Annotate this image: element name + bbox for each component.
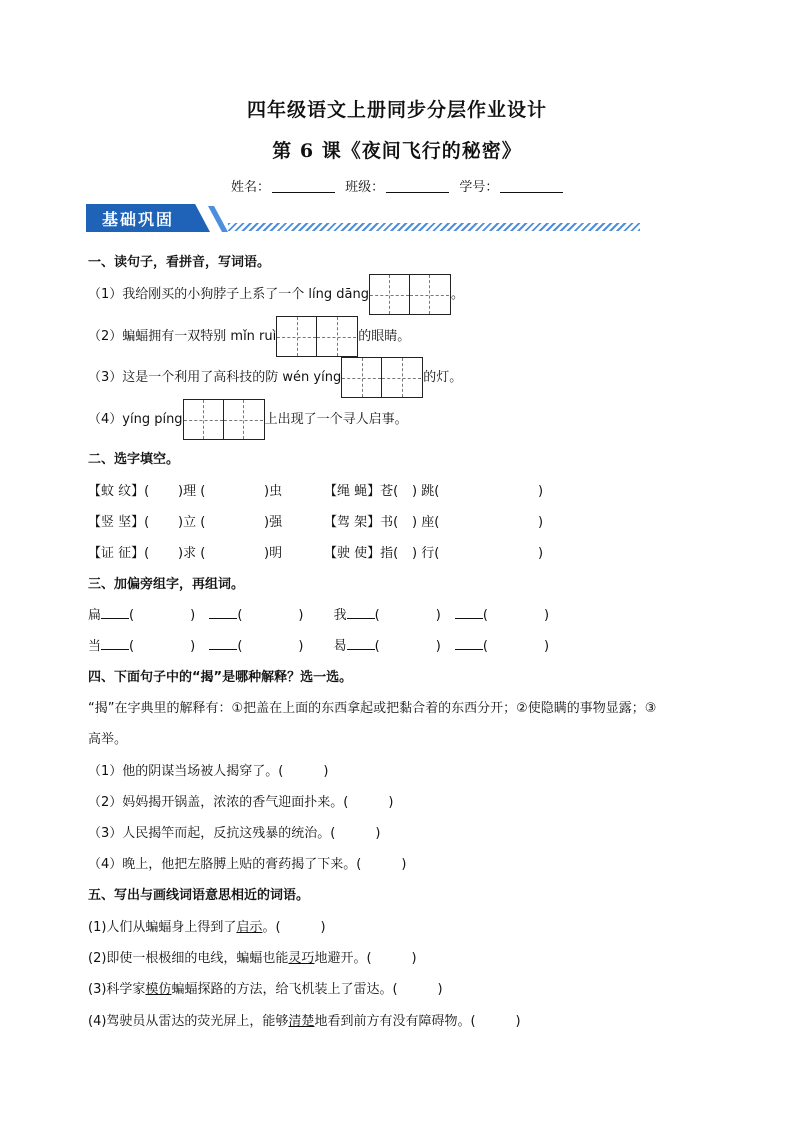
- q4-item: [88, 791, 393, 810]
- q4-item-text: （3）人民揭竿而起，反抗这残暴的统治。(: [88, 826, 336, 841]
- q3-row-2: [88, 635, 549, 654]
- q2-group: )理 (: [178, 484, 206, 499]
- radical-blank[interactable]: [101, 649, 129, 650]
- q2-group: ) 跳(: [412, 484, 440, 499]
- radical-blank[interactable]: [101, 618, 129, 619]
- q4-item: [88, 822, 380, 841]
- underlined-word: 启示: [236, 920, 263, 935]
- q2-group: ): [538, 484, 544, 499]
- q1-item-text-after: 。: [450, 287, 464, 302]
- q2-heading: 二、选字填空。: [88, 452, 180, 467]
- q2-row-3: [88, 542, 543, 561]
- q4-item-text: （1）他的阴谋当场被人揭穿了。(: [88, 764, 284, 779]
- q2-group: )立 (: [178, 515, 206, 530]
- answer-grid[interactable]: [276, 316, 358, 357]
- radical-blank[interactable]: [209, 649, 237, 650]
- q2-group: 【绳 蝇】苍(: [324, 484, 399, 499]
- q2-row-2: [88, 511, 543, 530]
- class-blank[interactable]: [386, 192, 449, 193]
- radical-blank[interactable]: [455, 649, 483, 650]
- student-info: [231, 176, 569, 195]
- paren: ): [190, 639, 196, 654]
- radical-blank[interactable]: [209, 618, 237, 619]
- q5-item: [88, 947, 417, 966]
- q2-group: )求 (: [178, 546, 206, 561]
- q2-group: ): [538, 546, 544, 561]
- underlined-word: 清楚: [288, 1014, 315, 1029]
- paren: ): [320, 920, 326, 935]
- q1-item-text-after: 的眼睛。: [358, 329, 411, 344]
- q5-heading: 五、写出与画线词语意思相近的词语。: [88, 888, 310, 903]
- q5-item: [88, 978, 443, 997]
- q1-item-text-after: 的灯。: [423, 370, 463, 385]
- paren: (: [237, 608, 243, 623]
- q1-item-text-after: 上出现了一个寻人启事。: [264, 412, 408, 427]
- paren: (: [129, 639, 135, 654]
- q5-text: 地看到前方有没有障碍物。(: [314, 1014, 476, 1029]
- q2-group: 【竖 坚】(: [88, 515, 150, 530]
- paren: ): [515, 1014, 521, 1029]
- q3-row-1: [88, 604, 549, 623]
- q5-item: [88, 1010, 521, 1029]
- q1-item-1: [88, 274, 464, 315]
- paren: ): [375, 826, 381, 841]
- number-label: 学号：: [459, 180, 499, 195]
- q5-text: (2)即使一根极细的电线，蝙蝠也能: [88, 951, 289, 966]
- page-title: 四年级语文上册同步分层作业设计: [246, 99, 547, 121]
- q4-definition-line-1: “揭”在字典里的解释有：①把盖在上面的东西拿起或把黏合着的东西分开；②使隐瞒的事物显露；③: [88, 701, 657, 716]
- q5-text: 地避开。(: [314, 951, 372, 966]
- answer-grid[interactable]: [341, 357, 423, 398]
- paren: (: [129, 608, 135, 623]
- q4-heading: 四、下面句子中的“揭”是哪种解释？选一选。: [88, 670, 353, 685]
- q5-text: 蝙蝠探路的方法，给飞机装上了雷达。(: [171, 982, 398, 997]
- q3-char: 扁: [88, 608, 102, 623]
- q4-item-text: （2）妈妈揭开锅盖，浓浓的香气迎面扑来。(: [88, 795, 349, 810]
- paren: ): [401, 857, 407, 872]
- q2-group: )明: [264, 546, 283, 561]
- paren: ): [544, 608, 550, 623]
- q4-definition-line-2: 高举。: [88, 732, 128, 747]
- paren: ): [298, 608, 304, 623]
- underlined-word: 灵巧: [288, 951, 315, 966]
- paren: (: [482, 608, 488, 623]
- section-banner: [86, 204, 642, 232]
- q1-item-text: （3）这是一个利用了高科技的防 wén yíng: [88, 370, 342, 385]
- answer-grid[interactable]: [183, 399, 265, 440]
- q1-heading: 一、读句子，看拼音，写词语。: [88, 255, 271, 270]
- paren: ): [437, 982, 443, 997]
- paren: ): [411, 951, 417, 966]
- banner-stripes: [228, 223, 640, 231]
- paren: ): [298, 639, 304, 654]
- q1-item-3: [88, 357, 462, 398]
- paren: ): [435, 608, 441, 623]
- paren: ): [323, 764, 329, 779]
- paren: ): [544, 639, 550, 654]
- q5-text: (1)人们从蝙蝠身上得到了: [88, 920, 237, 935]
- q1-item-2: [88, 316, 410, 357]
- number-blank[interactable]: [500, 192, 563, 193]
- q5-item: [88, 916, 326, 935]
- q4-item: [88, 853, 406, 872]
- q2-group: 【驾 架】书(: [324, 515, 399, 530]
- q1-item-text: （1）我给刚买的小狗脖子上系了一个 líng dāng: [88, 287, 369, 302]
- q2-group: 【蚊 纹】(: [88, 484, 150, 499]
- radical-blank[interactable]: [347, 618, 375, 619]
- q2-group: 【证 征】(: [88, 546, 150, 561]
- name-label: 姓名：: [231, 180, 271, 195]
- q2-group: 【驶 使】指(: [324, 546, 399, 561]
- q4-item-text: （4）晚上，他把左胳膊上贴的膏药揭了下来。(: [88, 857, 362, 872]
- name-blank[interactable]: [272, 192, 335, 193]
- paren: ): [435, 639, 441, 654]
- underlined-word: 模仿: [145, 982, 172, 997]
- q5-text: (3)科学家: [88, 982, 146, 997]
- answer-grid[interactable]: [369, 274, 451, 315]
- paren: ): [388, 795, 394, 810]
- banner-label: 基础巩固: [102, 210, 175, 229]
- q3-heading: 三、加偏旁组字，再组词。: [88, 577, 245, 592]
- class-label: 班级：: [345, 180, 385, 195]
- q3-char: 当: [88, 639, 102, 654]
- q2-row-1: [88, 480, 543, 499]
- radical-blank[interactable]: [455, 618, 483, 619]
- q2-group: )虫: [264, 484, 283, 499]
- q5-text: (4)驾驶员从雷达的荧光屏上，能够: [88, 1014, 289, 1029]
- q2-group: ): [538, 515, 544, 530]
- q3-char: 我: [333, 608, 347, 623]
- q5-text: 。(: [262, 920, 281, 935]
- q1-item-text: （2）蝙蝠拥有一双特别 mǐn ruì: [88, 329, 277, 344]
- q2-group: ) 行(: [412, 546, 440, 561]
- q4-item: [88, 760, 328, 779]
- radical-blank[interactable]: [347, 649, 375, 650]
- q2-group: )强: [264, 515, 283, 530]
- q1-item-4: [88, 399, 408, 440]
- q3-char: 曷: [333, 639, 347, 654]
- paren: ): [190, 608, 196, 623]
- paren: (: [374, 608, 380, 623]
- q2-group: ) 座(: [412, 515, 440, 530]
- lesson-title: 第 6 课《夜间飞行的秘密》: [272, 140, 522, 162]
- q1-item-text: （4）yíng píng: [88, 412, 183, 427]
- banner-accent: [208, 206, 228, 232]
- paren: (: [374, 639, 380, 654]
- paren: (: [237, 639, 243, 654]
- paren: (: [482, 639, 488, 654]
